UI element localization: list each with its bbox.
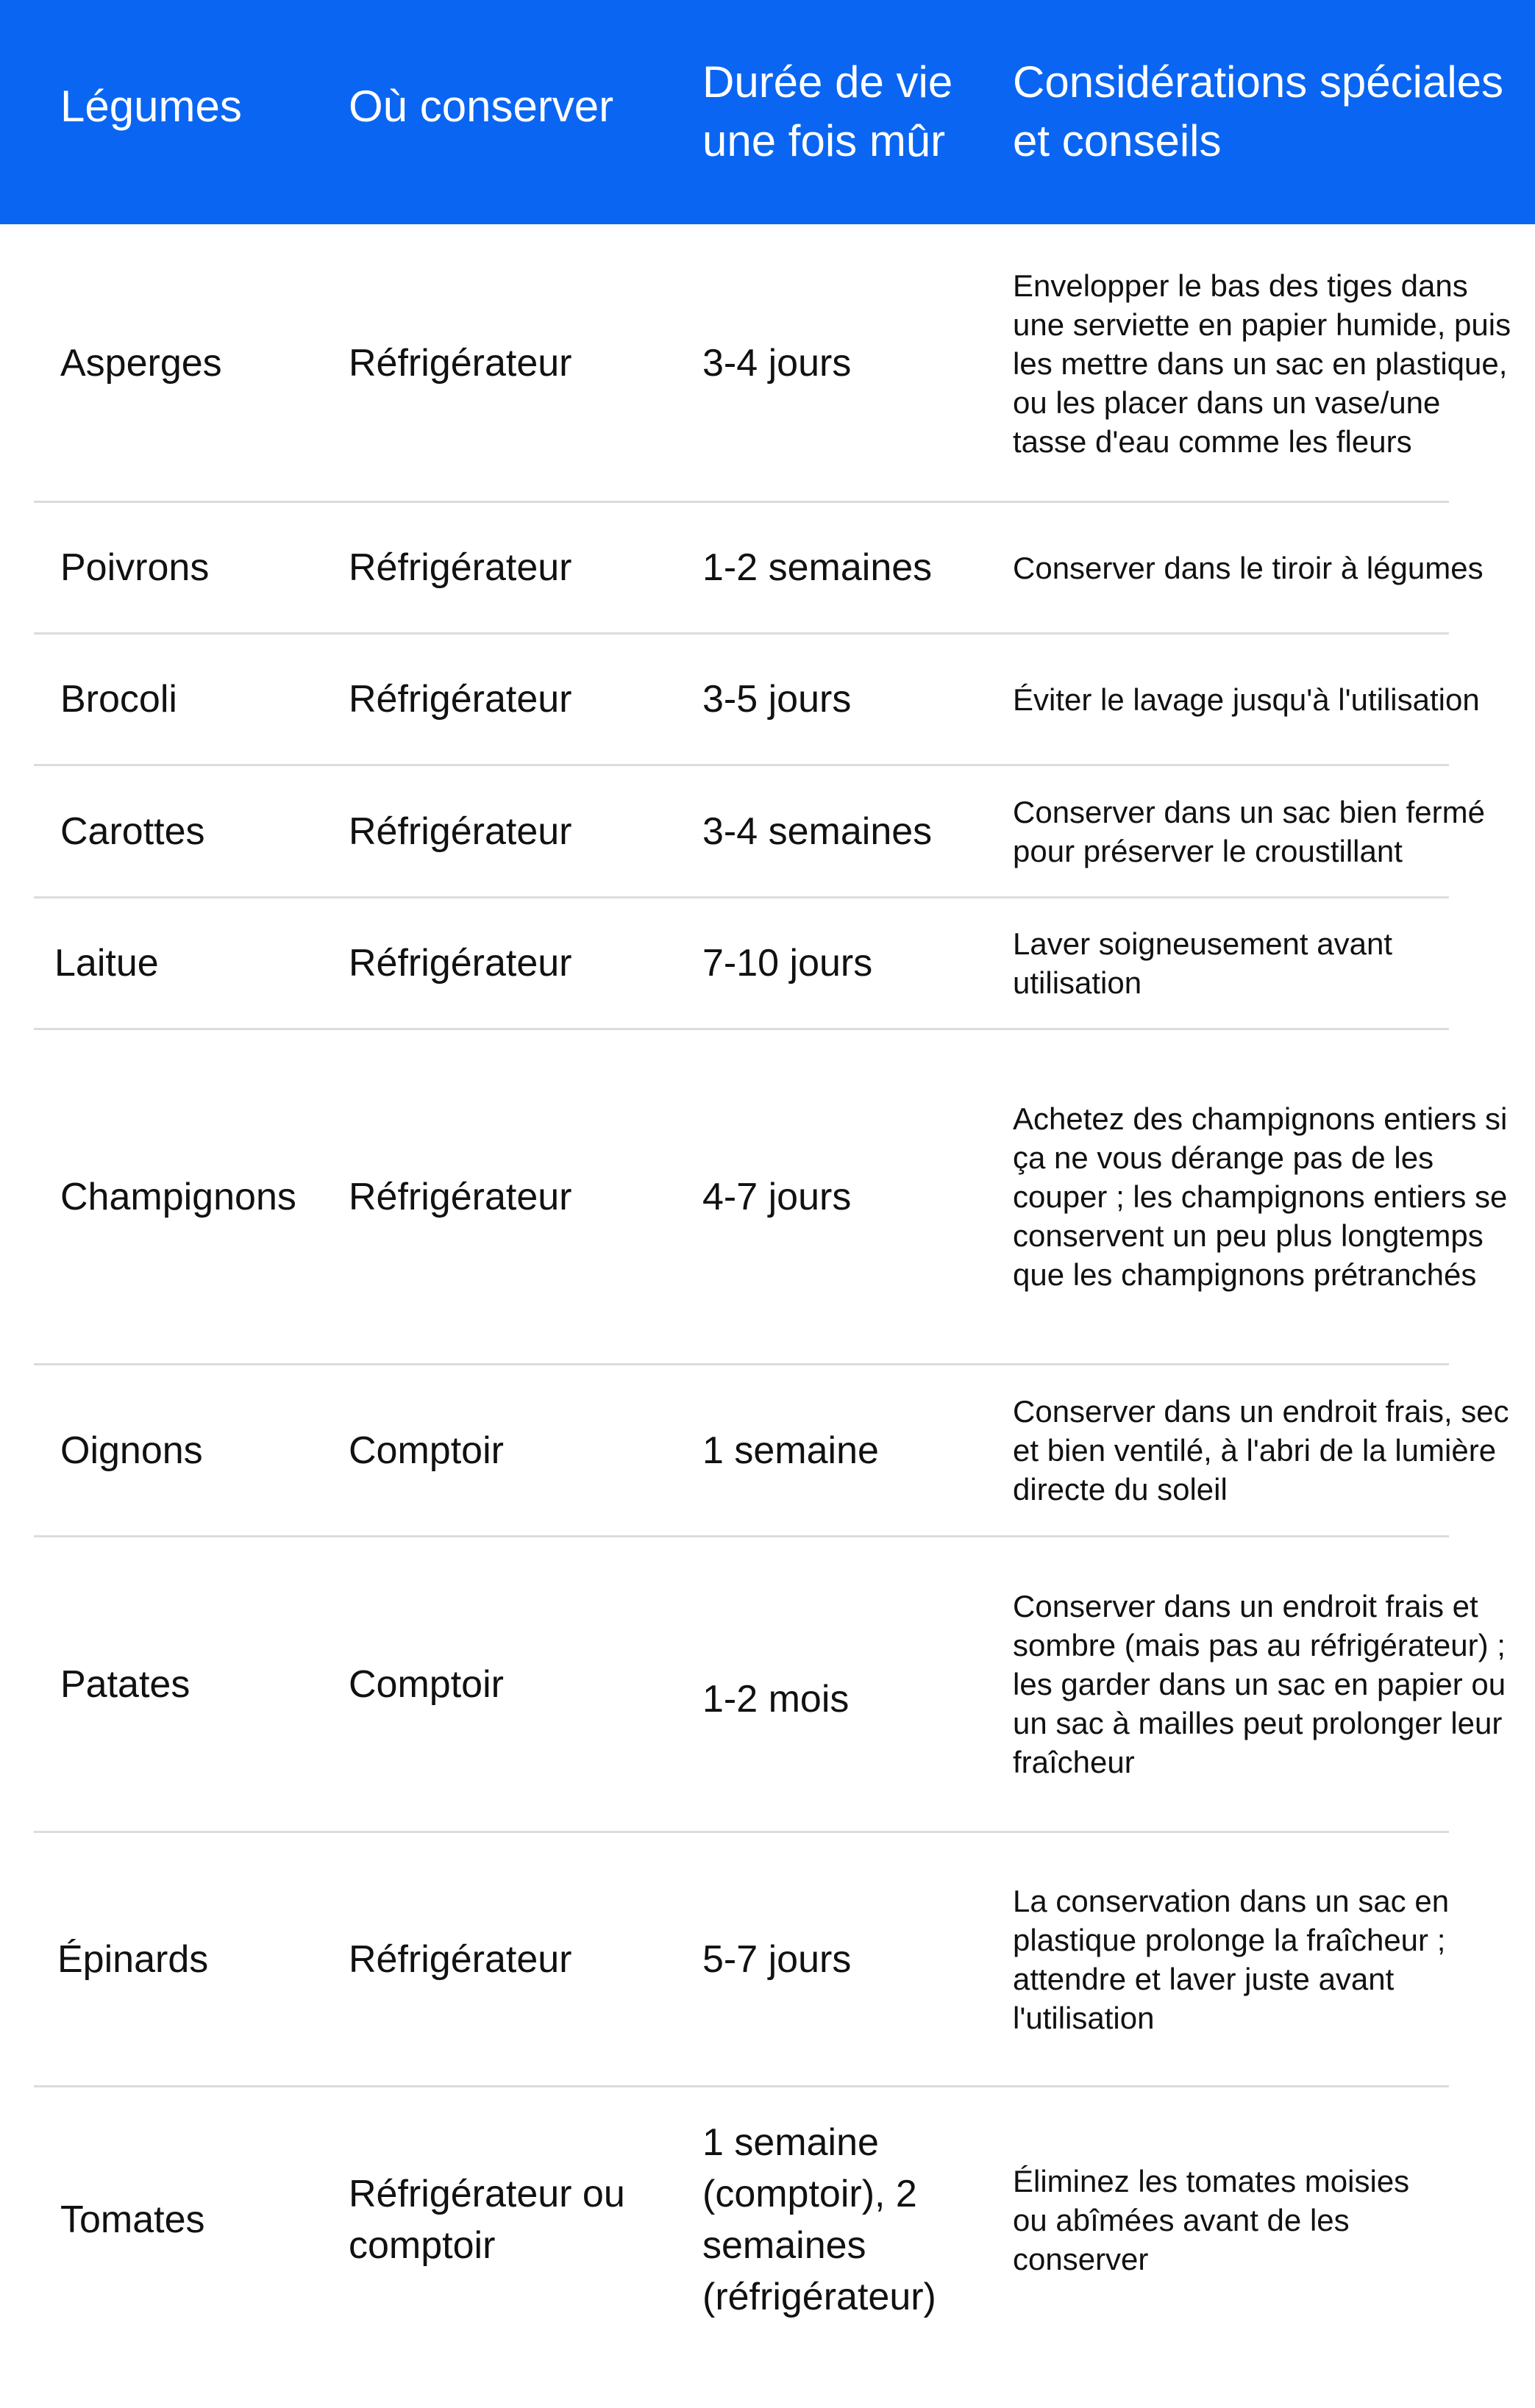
storage-cell: Réfrigérateur xyxy=(349,942,572,985)
tips-cell: Achetez des champignons entiers si ça ne vous dérange pas de les couper ; les champignons entiers se conservent un peu plus longtemps que les champignons prétranchés xyxy=(1013,1101,1508,1292)
table-row-brocoli xyxy=(0,634,1535,765)
shelf-life-cell: 1-2 mois xyxy=(702,1677,850,1721)
shelf-life-cell: 3-4 semaines xyxy=(702,810,933,853)
shelf-life-cell: 3-5 jours xyxy=(702,678,852,721)
shelf-life-cell: 1 semaine (comptoir), 2 semaines (réfrigérateur) xyxy=(702,2121,936,2318)
tips-cell: Conserver dans un endroit frais et sombre (mais pas au réfrigérateur) ; les garder dans un sac en papier ou un sac à mailles peut prolonger leur fraîcheur xyxy=(1013,1589,1506,1779)
storage-cell: Comptoir xyxy=(349,1429,504,1472)
vegetable-cell: Poivrons xyxy=(60,546,210,589)
tips-cell: Conserver dans un sac bien fermé pour préserver le croustillant xyxy=(1013,794,1485,868)
table-row-oignons xyxy=(0,1365,1535,1536)
vegetable-cell: Laitue xyxy=(54,942,159,985)
shelf-life-cell: 7-10 jours xyxy=(702,942,873,985)
table-row-poivrons xyxy=(0,502,1535,633)
shelf-life-cell: 4-7 jours xyxy=(702,1175,852,1218)
tips-cell: Conserver dans le tiroir à légumes xyxy=(1013,550,1484,585)
vegetable-cell: Oignons xyxy=(60,1429,203,1472)
storage-cell: Réfrigérateur xyxy=(349,342,572,385)
tips-cell: Envelopper le bas des tiges dans une serviette en papier humide, puis les mettre dans un sac en plastique, ou les placer dans un vase/une tasse d'eau comme les fleurs xyxy=(1013,268,1511,459)
header-storage: Où conserver xyxy=(349,82,614,131)
vegetable-cell: Brocoli xyxy=(60,678,177,721)
table-header xyxy=(0,0,1535,224)
header-tips: Considérations spéciales et conseils xyxy=(1013,57,1504,165)
vegetable-cell: Patates xyxy=(60,1662,190,1706)
storage-cell: Réfrigérateur ou comptoir xyxy=(349,2173,625,2267)
vegetable-cell: Épinards xyxy=(57,1937,209,1981)
table-row-champignons xyxy=(0,1029,1535,1364)
vegetable-cell: Carottes xyxy=(60,810,205,853)
vegetable-cell: Champignons xyxy=(60,1175,296,1218)
tips-cell: Éviter le lavage jusqu'à l'utilisation xyxy=(1013,682,1480,717)
vegetable-cell: Tomates xyxy=(60,2198,205,2241)
shelf-life-cell: 3-4 jours xyxy=(702,342,852,385)
storage-cell: Réfrigérateur xyxy=(349,546,572,589)
table-row-epinards xyxy=(0,1832,1535,2086)
shelf-life-cell: 1 semaine xyxy=(702,1429,879,1472)
storage-cell: Réfrigérateur xyxy=(349,810,572,853)
vegetable-cell: Asperges xyxy=(60,342,222,385)
table-row-asperges xyxy=(0,224,1535,502)
table-row-carottes xyxy=(0,765,1535,897)
tips-cell: Conserver dans un endroit frais, sec et bien ventilé, à l'abri de la lumière directe du soleil xyxy=(1013,1394,1509,1507)
tips-cell: Laver soigneusement avant utilisation xyxy=(1013,926,1392,1000)
storage-cell: Réfrigérateur xyxy=(349,678,572,721)
table-row-patates xyxy=(0,1537,1535,1832)
tips-cell: Éliminez les tomates moisies ou abîmées avant de les conserver xyxy=(1013,2163,1410,2276)
table-row-laitue xyxy=(0,898,1535,1029)
header-shelf-life: Durée de vie une fois mûr xyxy=(702,57,953,165)
storage-cell: Comptoir xyxy=(349,1662,504,1706)
storage-cell: Réfrigérateur xyxy=(349,1937,572,1981)
shelf-life-cell: 1-2 semaines xyxy=(702,546,933,589)
header-vegetable: Légumes xyxy=(60,82,242,131)
tips-cell: La conservation dans un sac en plastique prolonge la fraîcheur ; attendre et laver juste avant l'utilisation xyxy=(1013,1883,1450,2035)
table-row-tomates xyxy=(0,2087,1535,2353)
shelf-life-cell: 5-7 jours xyxy=(702,1937,852,1981)
storage-cell: Réfrigérateur xyxy=(349,1175,572,1218)
